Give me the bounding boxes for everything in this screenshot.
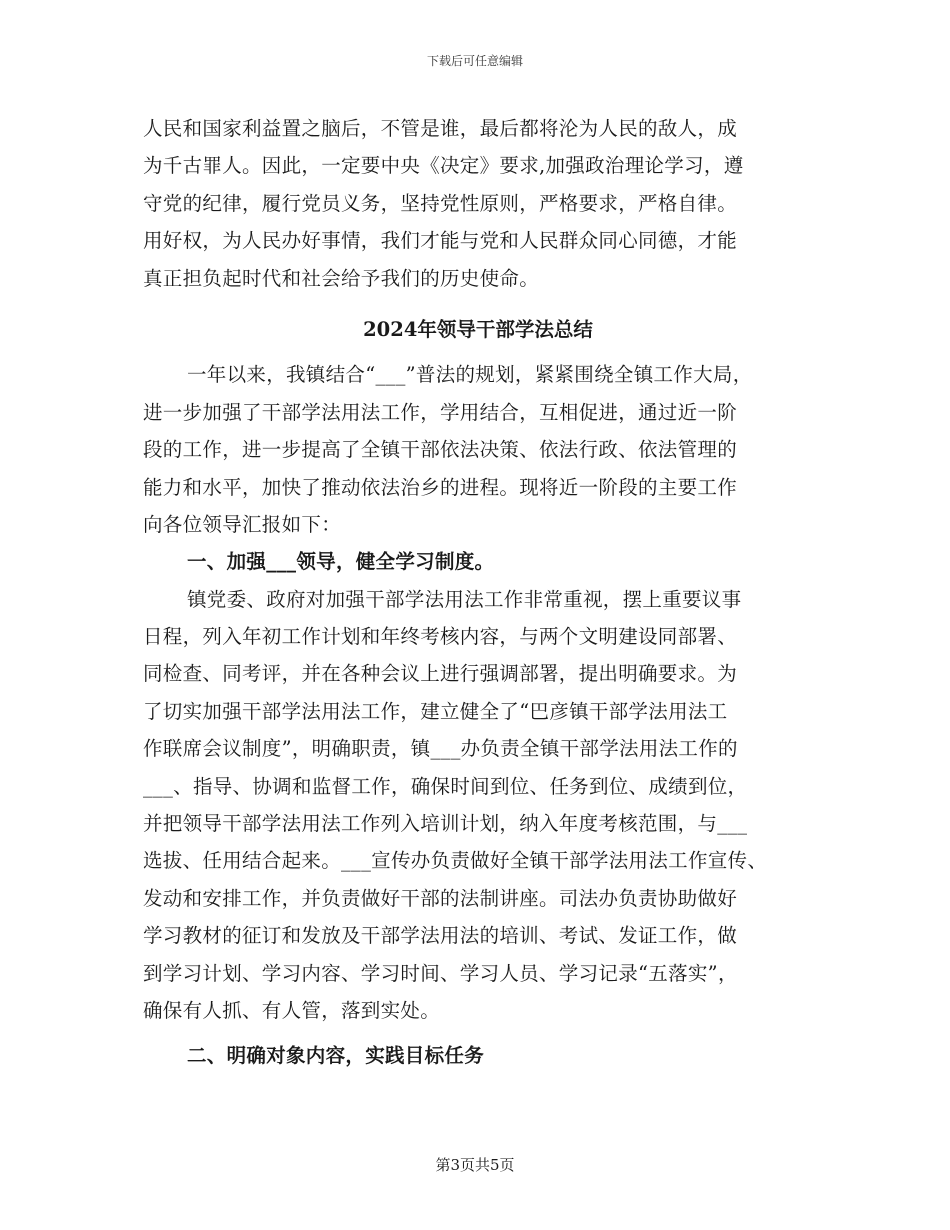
text-line: 选拔、任用结合起来。___宣传办负责做好全镇干部学法用法工作宣传、 bbox=[143, 849, 768, 873]
header-note: 下载后可任意编辑 bbox=[426, 54, 523, 68]
text-line: 并把领导干部学法用法工作列入培训计划，纳入年度考核范围，与___ bbox=[143, 812, 748, 836]
intro-paragraph bbox=[143, 110, 813, 297]
text-line: 进一步加强了干部学法用法工作，学用结合，互相促进，通过近一阶 bbox=[143, 400, 738, 424]
text-line: 真正担负起时代和社会给予我们的历史使命。 bbox=[143, 266, 540, 290]
text-line: 向各位领导汇报如下： bbox=[143, 512, 342, 536]
article-title: 2024年领导干部学法总结 bbox=[363, 317, 593, 341]
section-heading-1: 一、加强___领导，健全学习制度。 bbox=[187, 550, 495, 574]
section-heading-2: 二、明确对象内容，实践目标任务 bbox=[187, 1044, 485, 1068]
document-body bbox=[143, 110, 813, 1075]
paragraph-2 bbox=[143, 581, 813, 1030]
text-line: 发动和安排工作，并负责做好干部的法制讲座。司法办负责协助做好 bbox=[143, 886, 738, 910]
paragraph-1 bbox=[143, 356, 813, 543]
text-line: 确保有人抓、有人管，落到实处。 bbox=[143, 998, 441, 1022]
text-line: 用好权，为人民办好事情，我们才能与党和人民群众同心同德，才能 bbox=[143, 229, 738, 253]
text-line: 一年以来，我镇结合“___”普法的规划，紧紧围绕全镇工作大局， bbox=[187, 363, 753, 387]
text-line: 人民和国家利益置之脑后，不管是谁，最后都将沦为人民的敌人，成 bbox=[143, 117, 738, 140]
text-line: 作联席会议制度”，明确职责，镇___办负责全镇干部学法用法工作的 bbox=[143, 737, 738, 761]
text-line: 日程，列入年初工作计划和年终考核内容，与两个文明建设同部署、 bbox=[143, 625, 738, 649]
text-line: 为千古罪人。因此，一定要中央《决定》要求,加强政治理论学习，遵 bbox=[143, 154, 744, 178]
page-number: 第3页共5页 bbox=[435, 1156, 515, 1174]
text-line: 能力和水平，加快了推动依法治乡的进程。现将近一阶段的主要工作 bbox=[143, 475, 738, 499]
text-line: 守党的纪律，履行党员义务，坚持党性原则，严格要求，严格自律。 bbox=[143, 191, 738, 215]
text-line: 同检查、同考评，并在各种会议上进行强调部署，提出明确要求。为 bbox=[143, 662, 738, 686]
text-line: 学习教材的征订和发放及干部学法用法的培训、考试、发证工作，做 bbox=[143, 924, 738, 948]
text-line: ___、指导、协调和监督工作，确保时间到位、任务到位、成绩到位， bbox=[143, 774, 748, 798]
text-line: 镇党委、政府对加强干部学法用法工作非常重视，摆上重要议事 bbox=[187, 587, 742, 611]
text-line: 段的工作，进一步提高了全镇干部依法决策、依法行政、依法管理的 bbox=[143, 438, 738, 462]
text-line: 了切实加强干部学法用法工作，建立健全了“巴彦镇干部学法用法工 bbox=[143, 699, 728, 723]
text-line: 到学习计划、学习内容、学习时间、学习人员、学习记录“五落实”， bbox=[143, 961, 738, 985]
